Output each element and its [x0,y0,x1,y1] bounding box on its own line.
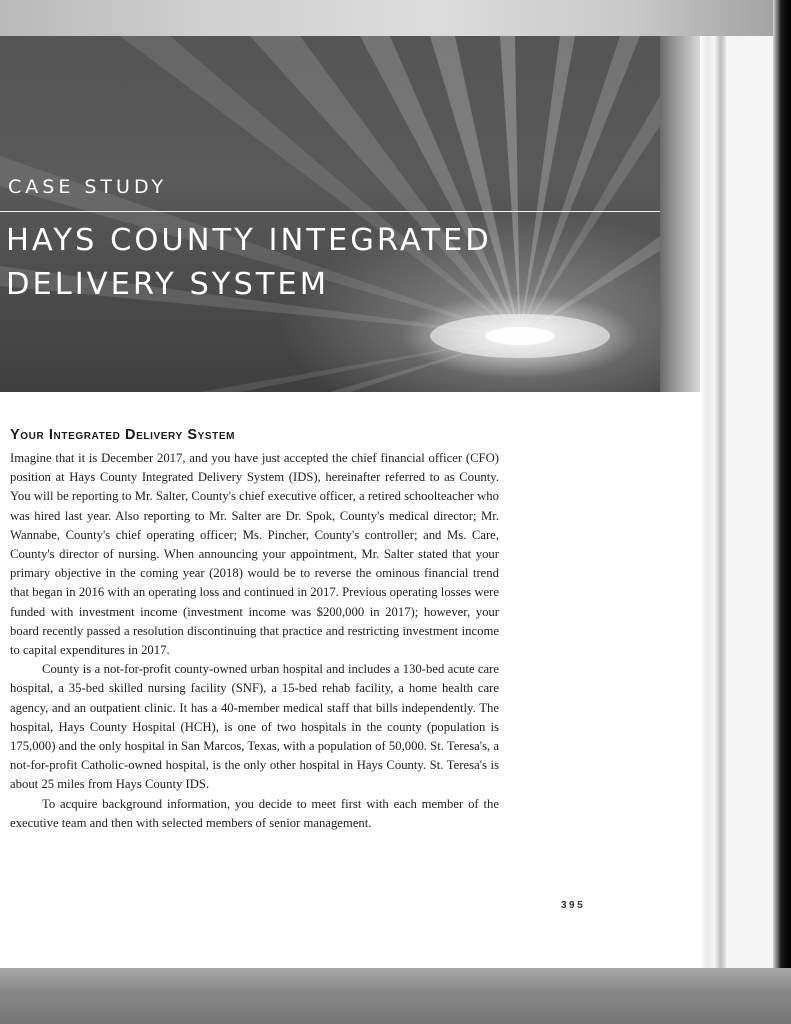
banner-edge [660,36,700,392]
case-study-label: CASE STUDY [8,176,168,198]
case-title-line-1: HAYS COUNTY INTEGRATED [6,223,492,258]
case-title-line-2: DELIVERY SYSTEM [6,267,330,302]
page-number: 395 [561,900,586,911]
title-divider [0,211,660,212]
case-title [6,219,492,307]
body-text [10,449,499,833]
paragraph: County is a not-for-profit county-owned urban hospital and includes a 130-bed acute care hospital, a 35-bed skilled nursing facility (SNF), a 15-bed rehab facility, a home health care agency, and an outpatient clinic. It has a 40-member medical staff that bills independently. The hospital, Hays County Hospital (HCH), is one of two hospitals in the county (population is 175,000) and the only hospital in San Marcos, Texas, with a population of 50,000. St. Teresa's, a not-for-profit Catholic-owned hospital, is the only other hospital in Hays County. St. Teresa's is about 25 miles from Hays County IDS. [10,662,499,792]
scan-right-edge [773,0,791,1024]
paragraph: Imagine that it is December 2017, and you have just accepted the chief financial officer (CFO) position at Hays County Integrated Delivery System (IDS), hereinafter referred to as County. You will be reporting to Mr. Salter, County's chief executive officer, a retired schoolteacher who was hired last year. Also reporting to Mr. Salter are Dr. Spok, County's medical director; Mr. Wannabe, County's chief operating officer; Ms. Pincher, County's controller; and Ms. Care, County's director of nursing. When announcing your appointment, Mr. Salter stated that your primary objective in the coming year (2018) would be to reverse the ominous financial trend that began in 2016 with an operating loss and continued in 2017. Previous operating losses were funded with investment income (investment income was $200,000 in 2017); however, your board recently passed a resolution discontinuing that practice and restricting investment income to capital expenditures in 2017. [10,451,499,658]
page-edge [700,36,726,971]
paragraph: To acquire background information, you decide to meet first with each member of the executive team and then with selected members of senior management. [10,796,499,830]
scan-bottom-edge [0,968,791,1024]
section-heading: Your Integrated Delivery System [10,427,236,443]
light-rays-graphic [0,36,660,392]
scan-top-edge [0,0,791,36]
page-margin-right [726,36,774,971]
chapter-banner [0,36,660,392]
